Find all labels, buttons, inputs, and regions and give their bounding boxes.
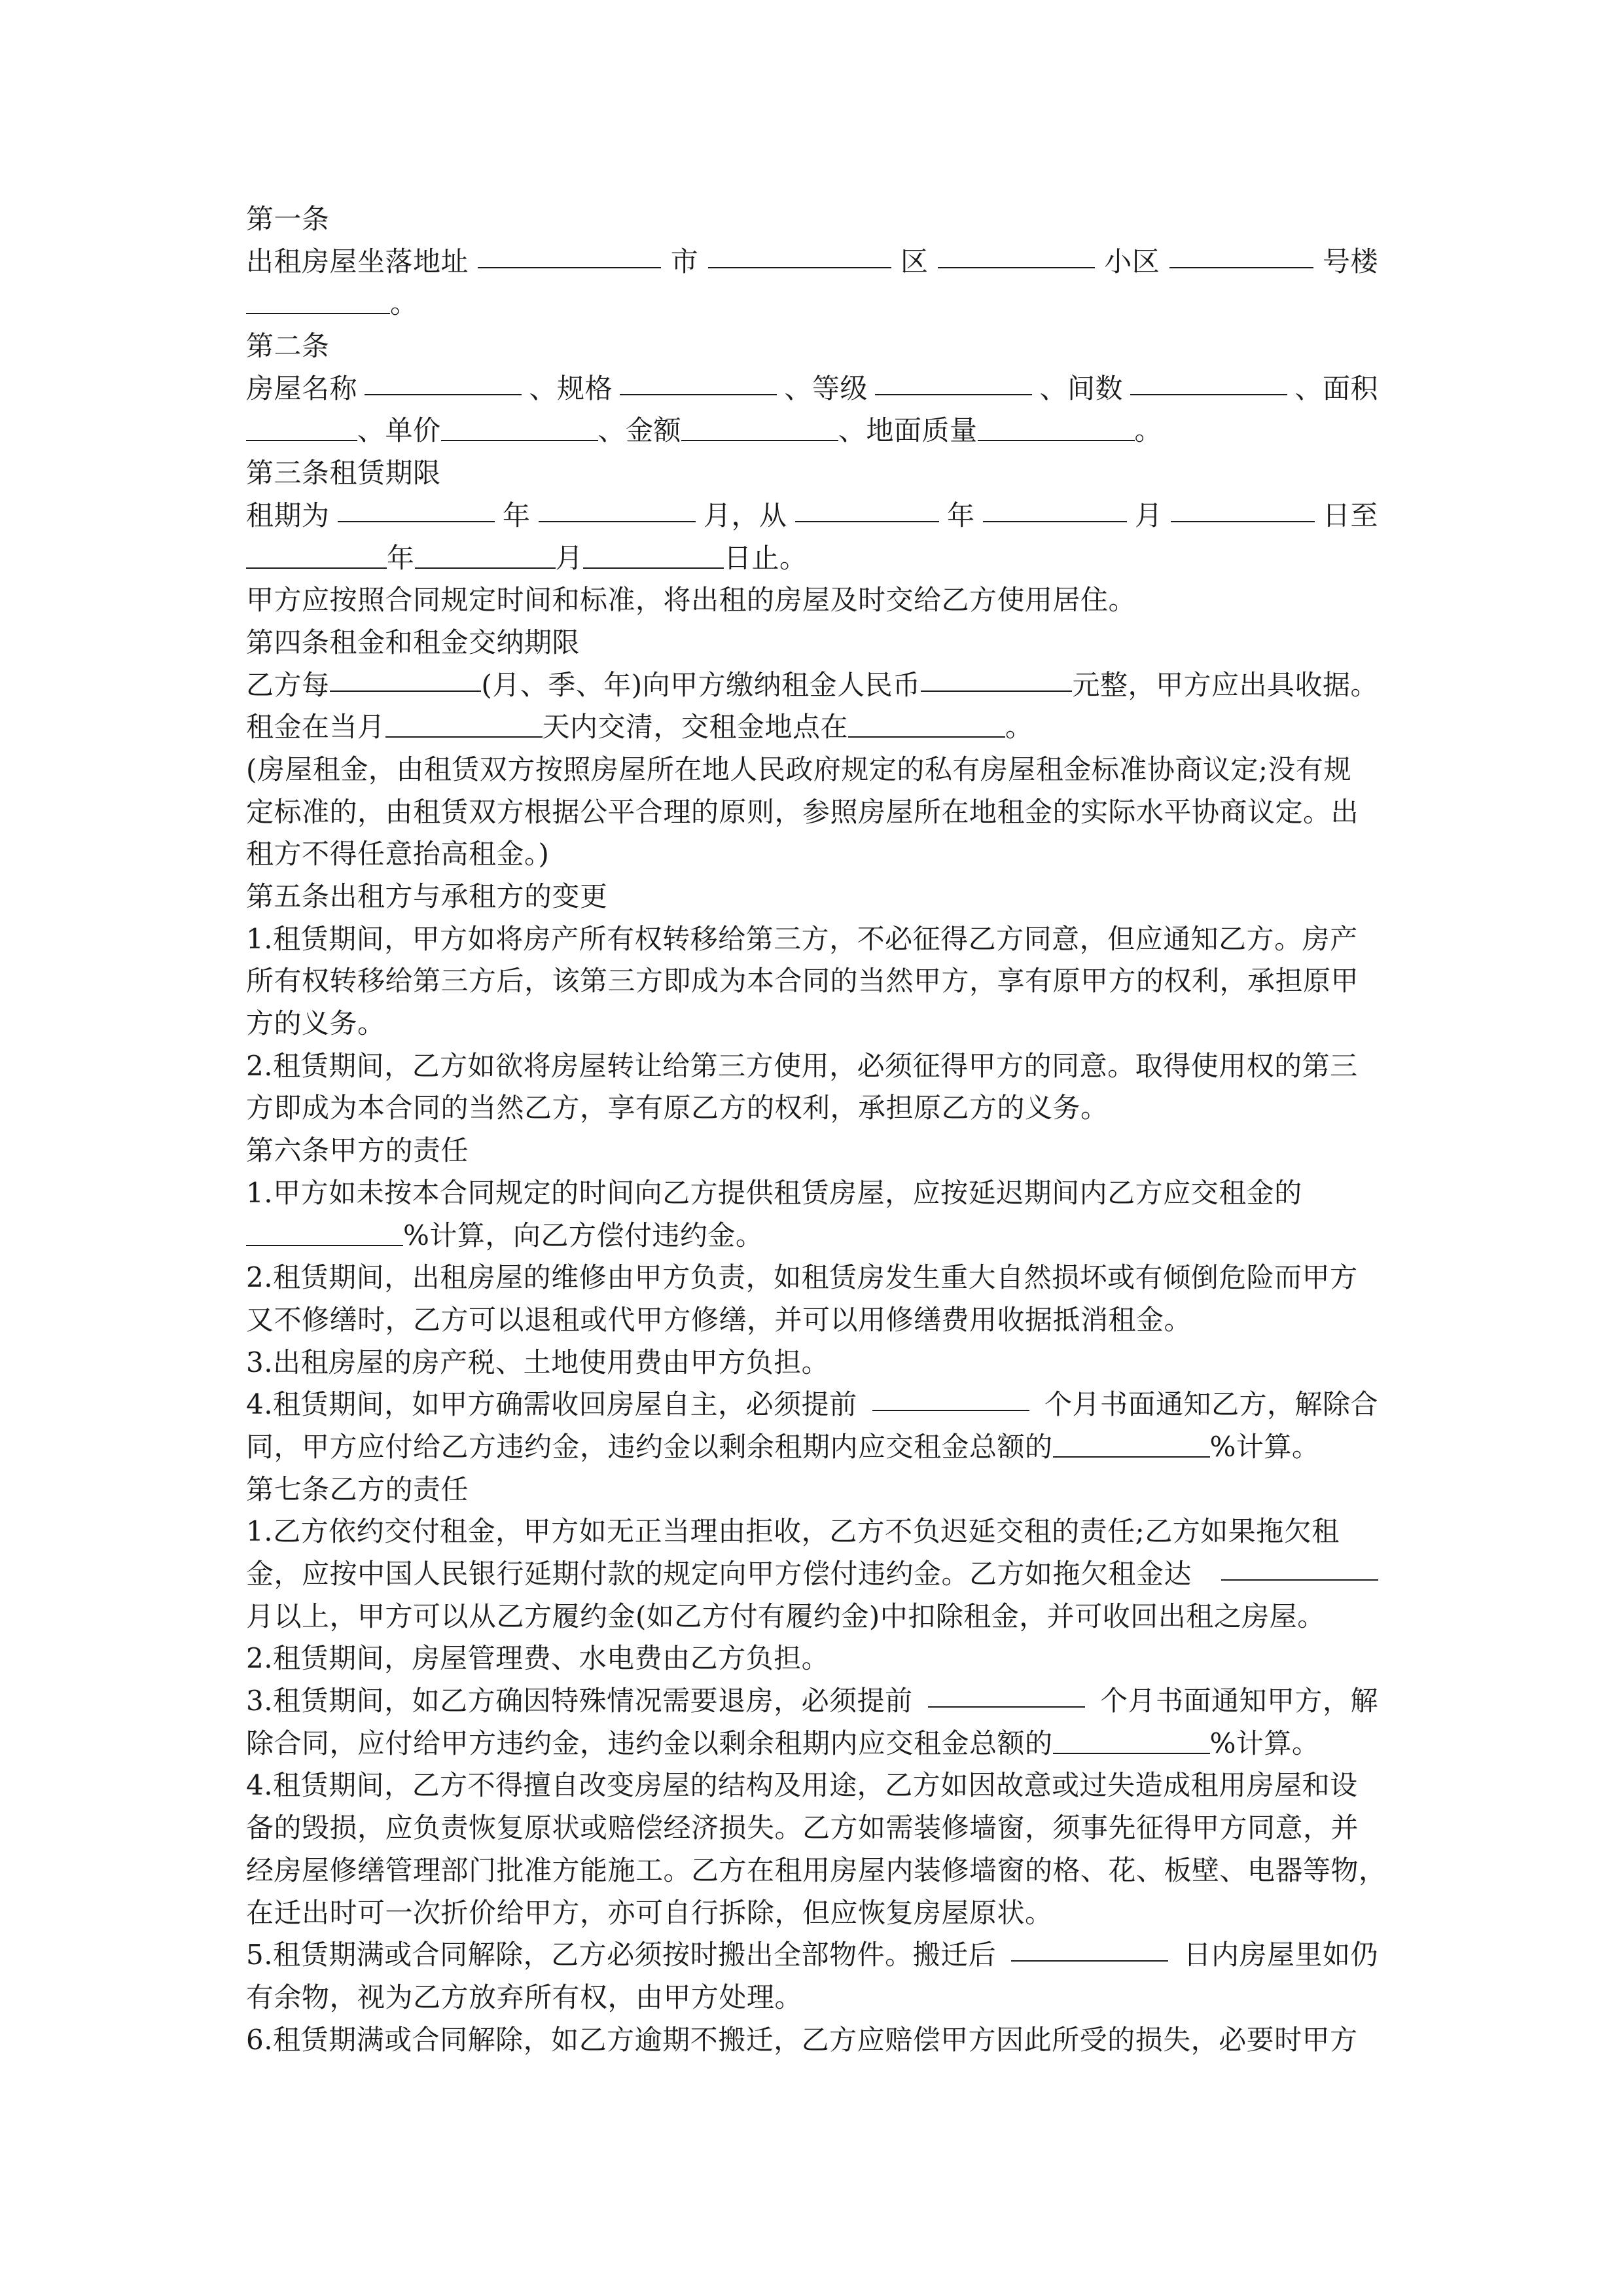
blank-field [365,368,522,395]
blank-field [795,495,939,522]
article-4-note-1: (房屋租金，由租赁双方按照房屋所在地人民政府规定的私有房屋租金标准协商议定;没有规 [246,753,1352,785]
article-6-item-2-line-1: 2.租赁期间，出租房屋的维修由甲方负责，如租赁房发生重大自然损坏或有倾倒危险而甲方 [246,1261,1358,1294]
article-2-title: 第二条 [246,330,330,363]
article-6-item-1-line-1: 1.甲方如未按本合同规定的时间向乙方提供租赁房屋，应按延迟期间内乙方应交租金的 [246,1176,1302,1209]
blank-field [338,495,495,522]
article-3-paragraph: 甲方应按照合同规定时间和标准，将出租的房屋及时交给乙方使用居住。 [246,584,1137,617]
article-7-item-4-line-4: 在迁出时可一次折价给甲方，亦可自行拆除，但应恢复房屋原状。 [246,1896,1053,1929]
article-5-item-1-line-2: 所有权转移给第三方后，该第三方即成为本合同的当然甲方，享有原甲方的权利，承担原甲 [246,965,1359,997]
article-7-item-3-line-1: 3.租赁期间，如乙方确因特殊情况需要退房，必须提前 个月书面通知甲方，解 [246,1680,1378,1723]
blank-field [983,495,1127,522]
blank-field [708,241,891,268]
article-4-title: 第四条租金和租金交纳期限 [246,626,580,658]
article-7-item-1-line-3: 月以上，甲方可以从乙方履约金(如乙方付有履约金)中扣除租金，并可收回出租之房屋。 [246,1600,1325,1632]
article-3-line-2: 年 月 日止。 [246,537,1378,580]
article-4-note-3: 租方不得任意抬高租金。) [246,838,550,870]
article-3-title: 第三条租赁期限 [246,457,441,490]
blank-field [1053,1430,1210,1458]
blank-field [478,241,661,268]
blank-field [1171,495,1315,522]
article-2-line-2: 、单价 、金额 、地面质量 。 [246,410,1378,452]
blank-field [1221,1553,1378,1581]
article-6-title: 第六条甲方的责任 [246,1134,469,1167]
blank-field [330,664,482,692]
article-5-item-1-line-1: 1.租赁期间，甲方如将房产所有权转移给第三方，不必征得乙方同意，但应通知乙方。房产 [246,922,1358,955]
blank-field [848,710,1005,738]
article-6-item-1-line-2: %计算，向乙方偿付违约金。 [246,1215,1378,1257]
article-5-title: 第五条出租方与承租方的变更 [246,880,608,912]
blank-field [246,1219,403,1246]
blank-field [246,287,390,314]
blank-field [583,541,724,569]
article-6-item-3: 3.出租房屋的房产税、土地使用费由甲方负担。 [246,1346,830,1378]
article-2-line-1: 房屋名称 、规格 、等级 、间数 、面积 [246,368,1378,410]
article-5-item-1-line-3: 方的义务。 [246,1007,385,1040]
blank-field [1130,368,1287,395]
article-7-item-4-line-1: 4.租赁期间，乙方不得擅自改变房屋的结构及用途，乙方如因故意或过失造成租用房屋和设 [246,1769,1358,1802]
blank-field [938,241,1095,268]
article-1-title: 第一条 [246,203,330,235]
article-6-item-4-line-1: 4.租赁期间，如甲方确需收回房屋自主，必须提前 个月书面通知乙方，解除合 [246,1384,1378,1426]
article-7-item-6: 6.租赁期满或合同解除，如乙方逾期不搬迁，乙方应赔偿甲方因此所受的损失，必要时甲方 [246,2023,1358,2056]
article-7-item-2: 2.租赁期间，房屋管理费、水电费由乙方负担。 [246,1642,830,1675]
blank-field [872,1384,1029,1411]
article-4-note-2: 定标准的，由租赁双方根据公平合理的原则，参照房屋所在地租金的实际水平协商议定。出 [246,795,1359,828]
article-6-item-4-line-2: 同，甲方应付给乙方违约金，违约金以剩余租期内应交租金总额的 %计算。 [246,1430,1320,1463]
blank-field [385,710,543,738]
article-1-line-1: 出租房屋坐落地址 市 区 小区 号楼 [246,241,1378,283]
article-1-line-2: 。 [246,283,1378,325]
blank-field [620,368,777,395]
blank-field [1169,241,1313,268]
article-7-item-1-line-2: 金，应按中国人民银行延期付款的规定向甲方偿付违约金。乙方如拖欠租金达 [246,1553,1378,1596]
article-3-line-1: 租期为 年 月，从 年 月 日至 [246,495,1378,537]
article-7-item-5-line-2: 有余物，视为乙方放弃所有权，由甲方处理。 [246,1981,803,2013]
blank-field [875,368,1032,395]
contract-body [246,198,1387,2061]
blank-field [1011,1934,1168,1962]
blank-field [681,414,838,441]
blank-field [441,414,598,441]
article-5-item-2-line-2: 方即成为本合同的当然乙方，享有原乙方的权利，承担原乙方的义务。 [246,1092,1109,1124]
article-7-item-5-line-1: 5.租赁期满或合同解除，乙方必须按时搬出全部物件。搬迁后 日内房屋里如仍 [246,1934,1378,1977]
article-7-item-1-line-1: 1.乙方依约交付租金，甲方如无正当理由拒收，乙方不负迟延交租的责任;乙方如果拖欠租 [246,1515,1340,1548]
article-7-title: 第七条乙方的责任 [246,1473,469,1505]
blank-field [928,1680,1085,1708]
article-4-line-2: 租金在当月 天内交清，交租金地点在 。 [246,711,1033,744]
blank-field [246,541,387,569]
blank-field [246,414,357,441]
article-4-line-1: 乙方每 (月、季、年)向甲方缴纳租金人民币 元整，甲方应出具收据。 [246,664,1378,707]
blank-field [1053,1727,1210,1754]
article-5-item-2-line-1: 2.租赁期间，乙方如欲将房屋转让给第三方使用，必须征得甲方的同意。取得使用权的第三 [246,1049,1358,1082]
blank-field [415,541,556,569]
blank-field [539,495,696,522]
blank-field [921,664,1073,692]
article-6-item-2-line-2: 又不修缮时，乙方可以退租或代甲方修缮，并可以用修缮费用收据抵消租金。 [246,1303,1192,1336]
blank-field [978,414,1135,441]
article-7-item-3-line-2: 除合同，应付给甲方违约金，违约金以剩余租期内应交租金总额的 %计算。 [246,1727,1320,1759]
article-7-item-4-line-3: 经房屋修缮管理部门批准方能施工。乙方在租用房屋内装修墙窗的格、花、板壁、电器等物， [246,1854,1387,1886]
article-7-item-4-line-2: 备的毁损，应负责恢复原状或赔偿经济损失。乙方如需装修墙窗，须事先征得甲方同意，并 [246,1812,1359,1844]
